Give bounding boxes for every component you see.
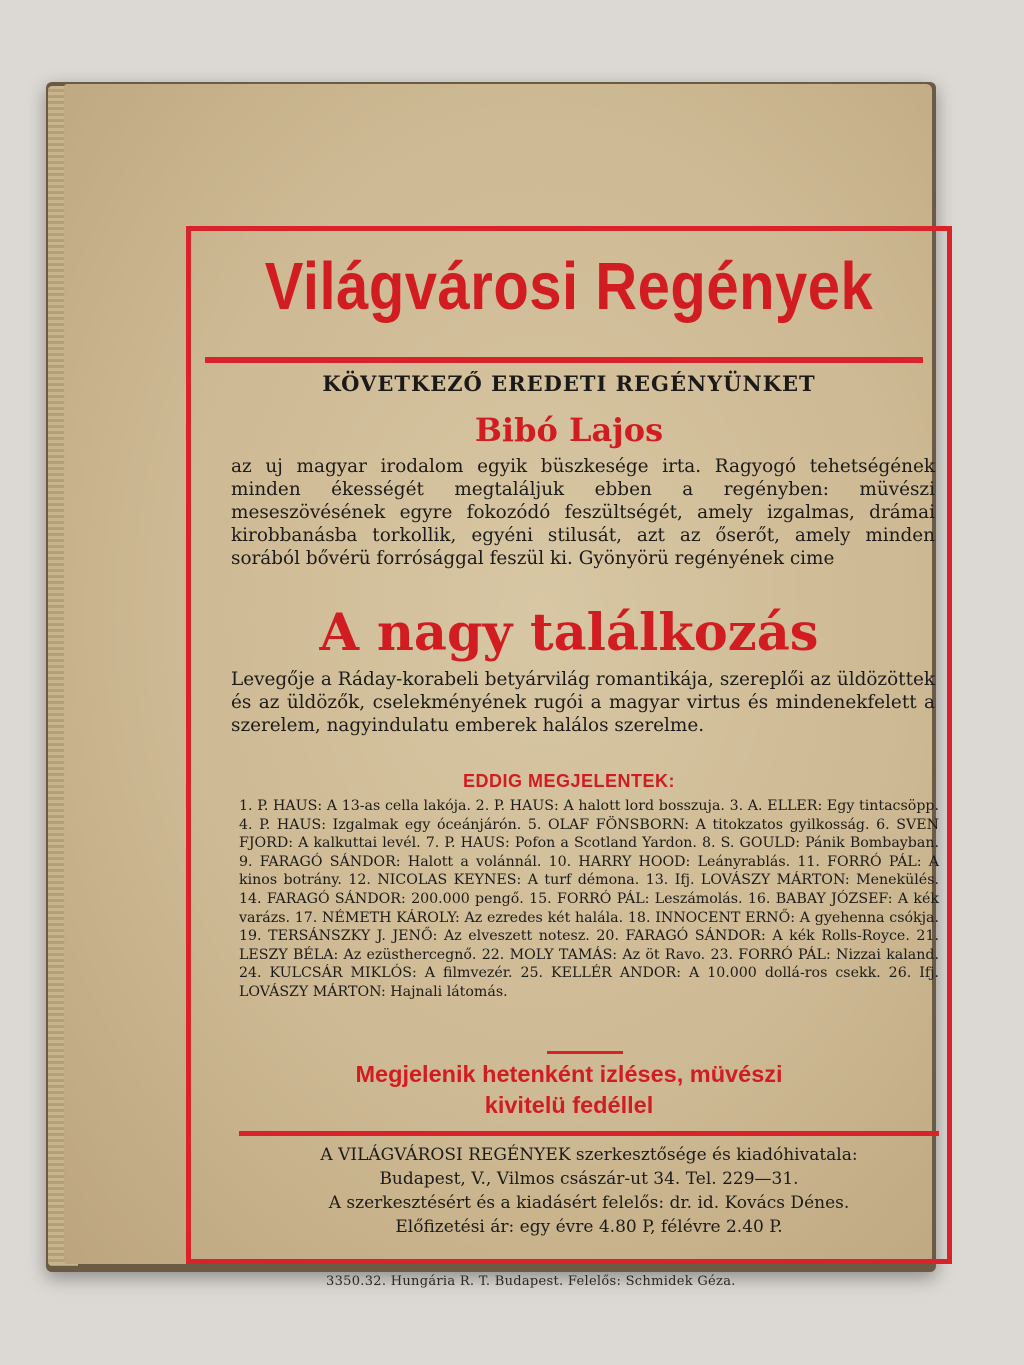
published-titles-list: 1. P. HAUS: A 13-as cella lakója. 2. P. HAUS: A halott lord bosszuja. 3. A. ELLER: Egy tintacsöpp. 4. P. HAUS: Izgalmak egy óceánjárón. 5. OLAF FÖNSBORN: A titokzatos gyilkosság. 6. SVEN FJORD: A kalkuttai levél. 7. P. HAUS: Pofon a Scotland Yardon. 8. S. GOULD: Pánik Bombayban. 9. FARAGÓ SÁNDOR: Halott a volánnál. 10. HARRY HOOD: Leányrablás. 11. FORRÓ PÁL: A kinos botrány. 12. NICOLAS KEYNES: A turf démona. 13. Ifj. LOVÁSZY MÁRTON: Menekülés. 14. FARAGÓ SÁNDOR: 200.000 pengő. 15. FORRÓ PÁL: Leszámolás. 16. BABAY JÓZSEF: A kék varázs. 17. NÉMETH KÁROLY: Az ezredes két halála. 18. INNOCENT ERNŐ: A gyehenna csókja. 19. TERSÁNSZKY J. JENŐ: Az elveszett notesz. 20. FARAGÓ SÁNDOR: A kék Rolls-Royce. 21. LESZY BÉLA: Az ezüsthercegnő. 22. MOLY TAMÁS: Az öt Ravo. 23. FORRÓ PÁL: Nizzai kaland. 24. KULCSÁR MIKLÓS: A filmvezér. 25. KELLÉR ANDOR: A 10.000 dollá-ros csekk. 26. Ifj. LOVÁSZY MÁRTON: Hajnali látomás. [239,798,939,1000]
weekly-notice [191,1059,947,1121]
published-list-heading: EDDIG MEGJELENTEK: [462,771,676,791]
publisher-divider [239,1131,939,1136]
short-divider [547,1051,623,1054]
description-paragraph: Levegője a Ráday-korabeli betyárvilág romantikája, szereplői az üldözöttek és az üldözők, cselekményének rugói a magyar virtus és mindenekfelett a szerelem, nagyindulatu emberek halálos szerelme. [231,669,935,736]
weekly-notice-line2: kivitelü fedéllel [484,1092,654,1118]
back-cover [64,84,939,1289]
printer-imprint: 3350.32. Hungária R. T. Budapest. Felelős: Schmidek Géza. [326,1274,736,1289]
address-line: Budapest, V., Vilmos császár-ut 34. Tel. 229—31. [379,1169,799,1189]
title-divider [205,357,923,363]
publisher-line: A VILÁGVÁROSI REGÉNYEK szerkesztősége és kiadóhivatala: [320,1145,858,1165]
editor-line: A szerkesztésért és a kiadásért felelős: dr. id. Kovács Dénes. [328,1193,850,1213]
publisher-block [239,1143,939,1239]
book-title: A nagy találkozás [319,603,819,663]
series-title: Világvárosi Regények [264,249,874,324]
subscription-line: Előfizetési ár: egy évre 4.80 P, félévre 2.40 P. [395,1217,783,1237]
author-name: Bibó Lajos [474,411,664,449]
red-frame [186,226,952,1264]
weekly-notice-line1: Megjelenik hetenként izléses, müvészi [355,1061,783,1087]
next-novel-heading: KÖVETKEZŐ EREDETI REGÉNYÜNKET [322,371,816,396]
intro-paragraph: az uj magyar irodalom egyik büszkesége irta. Ragyogó tehetségének minden ékességét megtaláljuk ebben a regényben: müvészi meseszövésének egyre fokozódó feszültségét, amely izgalmas, drámai kirobbanásba torkollik, egyéni stilusát, azt az őserőt, amely minden sorából bővérü forrósággal feszül ki. Gyönyörü regényének cime [231,456,935,569]
